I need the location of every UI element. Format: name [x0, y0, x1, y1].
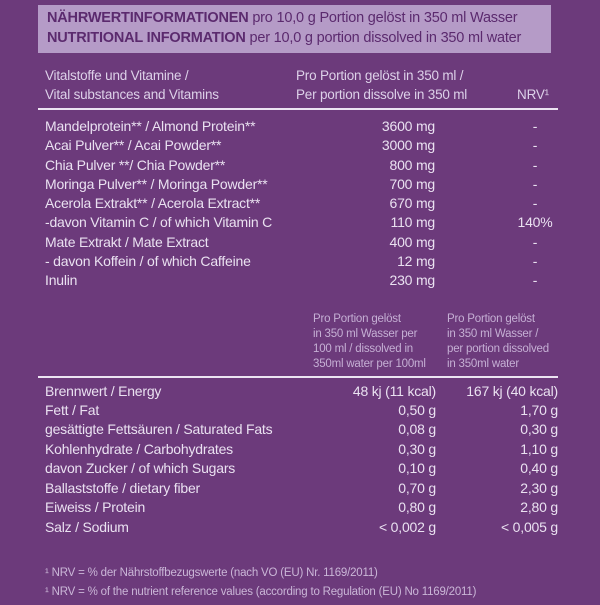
row-per100: 0,10 g: [398, 460, 436, 477]
row-label: Acai Pulver** / Acai Powder**: [45, 137, 222, 154]
nutrition-table: [38, 382, 558, 537]
row-per100: 0,30 g: [398, 440, 436, 457]
row-value: 670 mg: [389, 195, 435, 212]
vitamins-table-header: [38, 66, 558, 104]
row-value: 110 mg: [390, 214, 435, 231]
footnotes: [38, 564, 558, 602]
row-per100: < 0,002 g: [379, 518, 436, 535]
table-row: [38, 440, 558, 459]
vitamins-header-value-en: Per portion dissolve in 350 ml: [296, 87, 468, 102]
row-nrv: -: [532, 195, 538, 212]
table-row: [38, 401, 558, 420]
footnote-de: ¹ NRV = % der Nährstoffbezugswerte (nach VO (EU) Nr. 1169/2011): [45, 566, 378, 579]
table-row: [38, 459, 558, 478]
row-label: Salz / Sodium: [45, 518, 129, 535]
table-row: [38, 213, 558, 232]
row-nrv: -: [532, 233, 538, 250]
row-portion: 1,10 g: [520, 440, 558, 457]
row-label: Eiweiss / Protein: [45, 499, 146, 516]
row-nrv: -: [532, 175, 538, 192]
nutrition-label: [38, 5, 558, 602]
per100-header: Pro Portion gelöst in 350 ml Wasser per 100 ml / dissolved in 350ml water per 100ml: [313, 312, 426, 370]
table-row: [38, 420, 558, 439]
separator-line: [38, 108, 558, 110]
row-label: Mandelprotein** / Almond Protein**: [45, 118, 256, 134]
row-value: 700 mg: [389, 175, 435, 192]
footnote-en: ¹ NRV = % of the nutrient reference values (according to Regulation (EU) No 1169/2011): [45, 585, 477, 598]
table-row: [38, 233, 558, 252]
table-row: [38, 252, 558, 271]
row-portion: < 0,005 g: [501, 518, 558, 535]
table-row: [38, 136, 558, 155]
row-per100: 0,08 g: [398, 421, 436, 438]
table-row: [38, 175, 558, 194]
row-nrv: -: [532, 156, 538, 173]
banner-title-en: NUTRITIONAL INFORMATION: [47, 30, 246, 46]
row-value: 12 mg: [397, 253, 435, 270]
row-label: Mate Extrakt / Mate Extract: [45, 233, 209, 250]
table-row: [38, 498, 558, 517]
row-label: Moringa Pulver** / Moringa Powder**: [45, 175, 268, 192]
header-banner: [38, 5, 551, 53]
row-nrv: 140%: [517, 214, 553, 231]
row-per100: 0,50 g: [398, 402, 436, 419]
row-portion: 0,30 g: [520, 421, 558, 438]
nutrition-table-header: [38, 312, 558, 372]
vitamins-table: [38, 117, 558, 291]
row-label: - davon Koffein / of which Caffeine: [45, 253, 251, 270]
row-label: Ballaststoffe / dietary fiber: [45, 479, 201, 496]
row-per100: 48 kj (11 kcal): [352, 382, 436, 399]
vitamins-header-label-de: Vitalstoffe und Vitamine /: [45, 68, 189, 83]
banner-title-de: NÄHRWERTINFORMATIONEN: [47, 10, 249, 26]
table-row: [38, 518, 558, 537]
row-nrv: -: [532, 253, 538, 270]
row-value: 800 mg: [389, 156, 435, 173]
banner-line-de: [47, 8, 542, 28]
table-row: [38, 156, 558, 175]
vitamins-header-nrv: NRV¹: [517, 87, 549, 102]
row-portion: 2,30 g: [520, 479, 558, 496]
row-label: Fett / Fat: [45, 402, 100, 419]
row-value: 3600 mg: [381, 118, 435, 134]
vitamins-header-value-de: Pro Portion gelöst in 350 ml /: [296, 68, 464, 83]
portion-header: Pro Portion gelöst in 350 ml Wasser / per portion dissolved in 350ml water: [447, 312, 549, 370]
row-per100: 0,70 g: [398, 479, 436, 496]
row-nrv: -: [532, 118, 538, 134]
banner-line-en: [47, 28, 542, 48]
table-row: [38, 117, 558, 136]
row-portion: 1,70 g: [520, 402, 558, 419]
table-row: [38, 194, 558, 213]
row-label: Inulin: [45, 272, 78, 289]
vitamins-header-label: [38, 66, 296, 104]
row-nrv: -: [532, 272, 538, 289]
row-per100: 0,80 g: [398, 499, 436, 516]
row-label: -davon Vitamin C / of which Vitamin C: [45, 214, 273, 231]
row-value: 3000 mg: [381, 137, 435, 154]
row-label: gesättigte Fettsäuren / Saturated Fats: [45, 421, 273, 438]
row-portion: 2,80 g: [520, 499, 558, 516]
separator-line: [38, 376, 558, 378]
vitamins-header-value: [296, 66, 508, 104]
row-label: Brennwert / Energy: [45, 382, 162, 399]
banner-subtitle-en: per 10,0 g portion dissolved in 350 ml water: [245, 30, 522, 46]
row-value: 400 mg: [389, 233, 435, 250]
row-portion: 0,40 g: [520, 460, 558, 477]
row-nrv: -: [532, 137, 538, 154]
table-row: [38, 479, 558, 498]
row-label: Acerola Extrakt** / Acerola Extract**: [45, 195, 261, 212]
banner-subtitle-de: pro 10,0 g Portion gelöst in 350 ml Wasser: [248, 10, 518, 26]
vitamins-header-label-en: Vital substances and Vitamins: [45, 87, 219, 102]
row-portion: 167 kj (40 kcal): [466, 382, 558, 399]
table-row: [38, 271, 558, 290]
table-row: [38, 382, 558, 401]
row-label: Chia Pulver **/ Chia Powder**: [45, 156, 226, 173]
row-label: davon Zucker / of which Sugars: [45, 460, 236, 477]
row-value: 230 mg: [389, 272, 435, 289]
row-label: Kohlenhydrate / Carbohydrates: [45, 440, 233, 457]
